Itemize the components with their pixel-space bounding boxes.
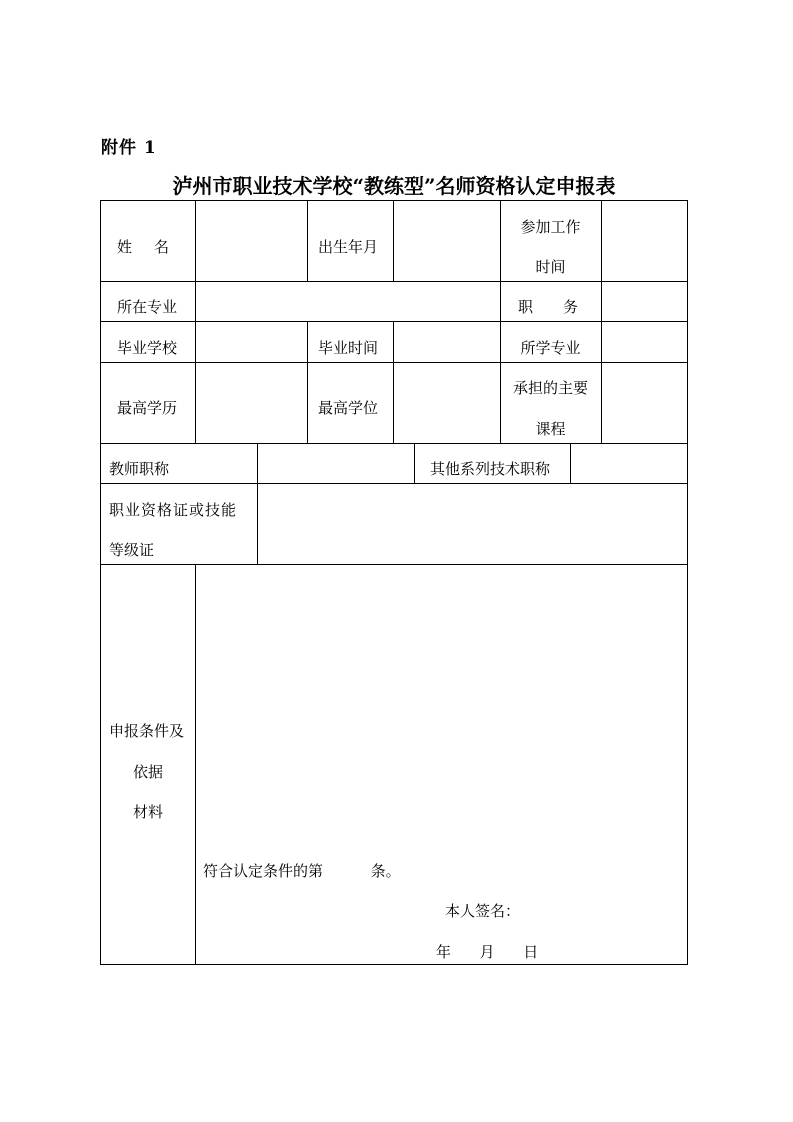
- column-divider: [570, 443, 571, 483]
- major-label: 所在专业: [117, 298, 178, 316]
- birth-date-label: 出生年月: [318, 238, 379, 256]
- table-border-right: [687, 200, 688, 965]
- column-divider: [393, 200, 394, 281]
- certificate-label-line2: 等级证: [109, 541, 155, 559]
- certificate-label-line1: 职业资格证或技能: [109, 501, 238, 519]
- courses-label-line2: 课程: [535, 420, 566, 438]
- conditions-label-line3: 材料: [133, 803, 164, 821]
- column-divider: [195, 200, 196, 443]
- table-border-top: [100, 200, 688, 201]
- row-divider: [100, 483, 688, 484]
- name-label: 姓名: [117, 238, 192, 256]
- meets-condition-text: 符合认定条件的第 条。: [203, 862, 401, 880]
- table-border-bottom: [100, 964, 688, 965]
- courses-label-line1: 承担的主要: [512, 379, 588, 397]
- column-divider: [414, 443, 415, 483]
- work-start-label-line2: 时间: [535, 258, 566, 276]
- studied-major-label: 所学专业: [520, 339, 581, 357]
- date-label: 年 月 日: [436, 943, 539, 961]
- table-border-left: [100, 200, 101, 965]
- column-divider: [307, 200, 308, 281]
- signature-label: 本人签名：: [445, 902, 521, 920]
- column-divider: [307, 321, 308, 443]
- highest-education-label: 最高学历: [117, 399, 178, 417]
- graduate-time-label: 毕业时间: [318, 339, 379, 357]
- position-label: 职务: [518, 298, 609, 316]
- work-start-label-line1: 参加工作: [520, 218, 581, 236]
- conditions-label-line2: 依据: [133, 763, 164, 781]
- column-divider: [257, 443, 258, 564]
- graduate-school-label: 毕业学校: [117, 339, 178, 357]
- attachment-label: 附件 1: [101, 138, 157, 158]
- row-divider: [100, 564, 688, 565]
- teacher-title-label: 教师职称: [109, 460, 170, 478]
- form-title: 泸州市职业技术学校“教练型”名师资格认定申报表: [172, 174, 616, 198]
- column-divider: [195, 564, 196, 964]
- highest-degree-label: 最高学位: [318, 399, 379, 417]
- conditions-label-line1: 申报条件及: [109, 722, 185, 740]
- column-divider: [393, 321, 394, 443]
- other-title-label: 其他系列技术职称: [430, 460, 551, 478]
